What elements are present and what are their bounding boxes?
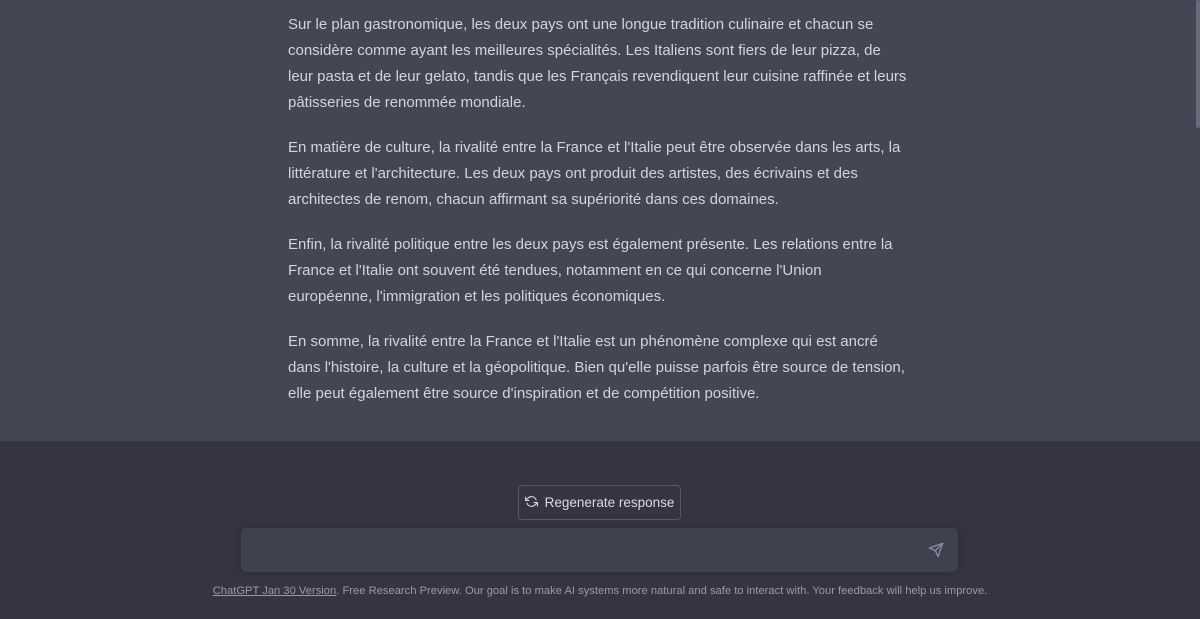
response-paragraph-1: Sur le plan gastronomique, les deux pays ont une longue tradition culinaire et chacun se considère comme ayant les meilleures spécialités. Les Italiens sont fiers de leur pizza, de leur pasta et de leur gelato, tandis que les Français revendiquent leur cuisine raffinée et leurs pâtisseries de renommée mondiale. [288,16,907,111]
version-link[interactable]: ChatGPT Jan 30 Version [212,585,337,597]
composer-area [0,442,1200,619]
response-paragraph-3: Enfin, la rivalité politique entre les deux pays est également présente. Les relations entre la France et l'Italie ont souvent été tendues, notamment en ce qui concerne l'Union européenne, l'immigration et les politiques économiques. [288,236,893,305]
footer-disclaimer [0,585,1200,597]
scrollbar-thumb[interactable] [1196,0,1200,128]
message-input-box [241,528,958,572]
send-icon [928,545,944,562]
response-paragraph-2: En matière de culture, la rivalité entre la France et l'Italie peut être observée dans les arts, la littérature et l'architecture. Les deux pays ont produit des artistes, des écrivains et des architectes de renom, chacun affirmant sa supériorité dans ces domaines. [288,139,901,208]
regenerate-label: Regenerate response [544,495,675,510]
message-input[interactable] [255,539,909,565]
footer-text: . Free Research Preview. Our goal is to make AI systems more natural and safe to interact with. Your feedback will help us improve. [336,585,988,597]
send-button[interactable] [928,542,944,558]
response-text [288,12,908,426]
refresh-icon [525,495,538,511]
response-paragraph-4: En somme, la rivalité entre la France et l'Italie est un phénomène complexe qui est ancré dans l'histoire, la culture et la géopolitique. Bien qu'elle puisse parfois être source de tension, elle peut également être source d'inspiration et de compétition positive. [288,333,905,402]
regenerate-response-button[interactable] [518,485,681,520]
